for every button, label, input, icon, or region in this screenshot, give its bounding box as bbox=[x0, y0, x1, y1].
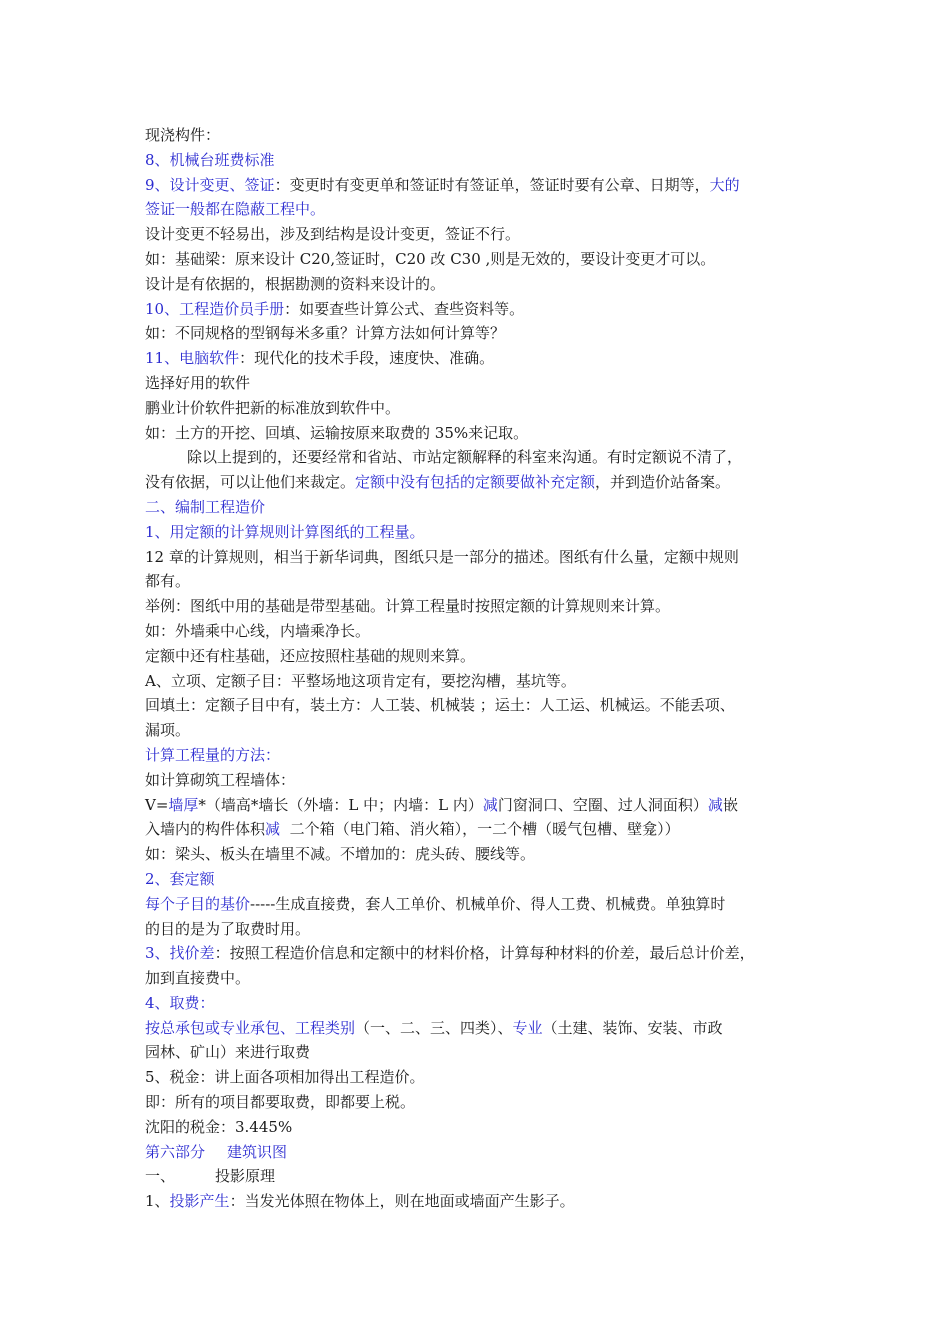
text-span: 回填土：定额子目中有，装土方：人工装、机械装 ；运土：人工运、机械运。不能丢项、 bbox=[145, 696, 735, 715]
text-line bbox=[145, 1115, 815, 1140]
text-span: *（墙高*墙长（外墙：L 中；内墙：L 内） bbox=[198, 795, 483, 814]
text-line bbox=[145, 173, 815, 198]
text-span: （一、二、三、四类）、 bbox=[355, 1018, 513, 1037]
text-span: 定额中还有柱基础，还应按照柱基础的规则来算。 bbox=[145, 646, 476, 665]
section-heading bbox=[145, 495, 815, 520]
text-span: 现浇构件： bbox=[145, 126, 221, 144]
highlight-span: 投影产生 bbox=[169, 1192, 230, 1211]
text-line bbox=[145, 1016, 815, 1041]
text-line bbox=[145, 966, 815, 991]
text-line bbox=[145, 1040, 815, 1065]
text-span: ：变更时有变更单和签证时有签证单，签证时要有公章、日期等， bbox=[274, 175, 710, 194]
text-span: 加到直接费中。 bbox=[145, 969, 251, 988]
text-span: 投影原理 bbox=[215, 1167, 276, 1186]
text-span: 选择好用的软件 bbox=[145, 373, 251, 392]
text-line bbox=[145, 470, 815, 495]
text-span: 鹏业计价软件把新的标准放到软件中。 bbox=[145, 398, 401, 417]
text-line bbox=[145, 892, 815, 917]
text-span: -----生成直接费，套人工单价、机械单价、得人工费、机械费。单独算时 bbox=[250, 894, 726, 913]
text-span: ：现代化的技术手段，速度快、准确。 bbox=[239, 349, 495, 368]
text-span: 11、 bbox=[145, 349, 180, 368]
text-span: 即：所有的项目都要取费，即都要上税。 bbox=[145, 1093, 416, 1112]
text-line bbox=[145, 247, 815, 272]
text-span: 1、用定额的计算规则计算图纸的工程量。 bbox=[145, 522, 425, 541]
text-span: ：如要查些计算公式、查些资料等。 bbox=[284, 299, 525, 318]
text-line bbox=[145, 917, 815, 942]
text-span: 2、套定额 bbox=[145, 869, 215, 888]
text-span: 嵌 bbox=[722, 795, 738, 814]
section-heading bbox=[145, 520, 815, 545]
text-span: 8、机械台班费标准 bbox=[145, 150, 275, 169]
text-line bbox=[145, 272, 815, 297]
text-span: 10、 bbox=[145, 299, 180, 318]
text-span: 设计变更不轻易出，涉及到结构是设计变更，签证不行。 bbox=[145, 225, 521, 244]
highlight-span: 设计变更、签证 bbox=[169, 175, 275, 194]
text-span: ，并到造价站备案。 bbox=[595, 473, 731, 492]
text-span: 建筑识图 bbox=[227, 1142, 288, 1161]
text-span: 9、 bbox=[145, 175, 170, 194]
text-span: 沈阳的税金：3.445% bbox=[145, 1117, 293, 1136]
text-line bbox=[145, 197, 815, 222]
text-span: 都有。 bbox=[145, 572, 191, 591]
text-span: 如：不同规格的型钢每米多重？计算方法如何计算等？ bbox=[145, 324, 506, 343]
highlight-span: 大的 bbox=[709, 175, 740, 194]
text-line bbox=[145, 594, 815, 619]
highlight-span: 减 bbox=[265, 820, 281, 839]
text-span: 设计是有依据的，根据勘测的资料来设计的。 bbox=[145, 274, 446, 293]
text-line bbox=[145, 321, 815, 346]
section-heading bbox=[145, 867, 815, 892]
highlight-span: 专业 bbox=[512, 1018, 543, 1037]
highlight-span: 墙厚 bbox=[168, 795, 199, 814]
section-heading bbox=[145, 743, 815, 768]
text-line bbox=[145, 346, 815, 371]
text-span: 12 章的计算规则，相当于新华词典，图纸只是一部分的描述。图纸有什么量，定额中规则 bbox=[145, 547, 739, 566]
highlight-span: 减 bbox=[482, 795, 498, 814]
text-line bbox=[145, 619, 815, 644]
text-span: 如计算砌筑工程墙体： bbox=[145, 770, 296, 789]
text-span: 5、税金：讲上面各项相加得出工程造价。 bbox=[145, 1068, 425, 1087]
text-span: 门窗洞口、空圈、过人洞面积） bbox=[497, 795, 708, 814]
text-line bbox=[145, 371, 815, 396]
text-span: 如：梁头、板头在墙里不减。不增加的：虎头砖、腰线等。 bbox=[145, 845, 536, 864]
text-span: 1、 bbox=[145, 1192, 170, 1211]
text-line bbox=[145, 1189, 815, 1214]
formula-line bbox=[145, 817, 815, 842]
text-span: ：按照工程造价信息和定额中的材料价格，计算每种材料的价差，最后总计价差， bbox=[214, 944, 755, 963]
highlight-span: 工程造价员手册 bbox=[179, 299, 285, 318]
text-line bbox=[145, 669, 815, 694]
text-span: （土建、装饰、安装、市政 bbox=[542, 1018, 723, 1037]
text-line bbox=[145, 445, 815, 470]
text-span: 一、 bbox=[145, 1167, 176, 1186]
text-span: 如：外墙乘中心线，内墙乘净长。 bbox=[145, 621, 371, 640]
highlight-span: 按总承包或专业承包、工程类别 bbox=[145, 1018, 356, 1037]
text-span: 3、 bbox=[145, 944, 170, 963]
text-line bbox=[145, 297, 815, 322]
text-span: 园林、矿山）来进行取费 bbox=[145, 1043, 311, 1062]
text-line bbox=[145, 421, 815, 446]
highlight-span: 减 bbox=[707, 795, 723, 814]
text-span: 除以上提到的，还要经常和省站、市站定额解释的科室来沟通。有时定额说不清了， bbox=[187, 448, 743, 467]
text-span: V= bbox=[145, 795, 169, 814]
formula-line bbox=[145, 793, 815, 818]
text-line bbox=[145, 396, 815, 421]
text-line bbox=[145, 1065, 815, 1090]
text-span: 二个箱（电门箱、消火箱），一二个槽（暖气包槽、壁龛）） bbox=[280, 820, 680, 839]
text-span: 入墙内的构件体积 bbox=[145, 820, 266, 839]
section-heading bbox=[145, 148, 815, 173]
text-span: 的目的是为了取费时用。 bbox=[145, 919, 311, 938]
text-span: 二、编制工程造价 bbox=[145, 497, 266, 516]
document-page bbox=[145, 123, 815, 1214]
text-span: 举例：图纸中用的基础是带型基础。计算工程量时按照定额的计算规则来计算。 bbox=[145, 597, 671, 616]
text-line bbox=[145, 718, 815, 743]
text-span: A、立项、定额子目：平整场地这项肯定有，要挖沟槽，基坑等。 bbox=[145, 671, 576, 690]
text-span: ：当发光体照在物体上，则在地面或墙面产生影子。 bbox=[229, 1192, 575, 1211]
text-line bbox=[145, 941, 815, 966]
text-span: 计算工程量的方法： bbox=[145, 745, 281, 764]
highlight-span: 电脑软件 bbox=[179, 349, 240, 368]
text-span: 如：土方的开挖、回填、运输按原来取费的 35%来记取。 bbox=[145, 423, 529, 442]
text-span: 漏项。 bbox=[145, 721, 191, 740]
text-line bbox=[145, 644, 815, 669]
text-line bbox=[145, 123, 815, 148]
text-line bbox=[145, 768, 815, 793]
text-line bbox=[145, 569, 815, 594]
text-line bbox=[145, 222, 815, 247]
highlight-span: 找价差 bbox=[169, 944, 215, 963]
text-span: 如：基础梁：原来设计 C20,签证时，C20 改 C30 ,则是无效的，要设计变更才可以。 bbox=[145, 249, 716, 268]
highlight-span: 定额中没有包括的定额要做补充定额 bbox=[355, 473, 596, 492]
text-line bbox=[145, 545, 815, 570]
text-line bbox=[145, 1090, 815, 1115]
text-line bbox=[145, 1164, 815, 1189]
highlight-span: 每个子目的基价 bbox=[145, 894, 251, 913]
part-heading bbox=[145, 1140, 815, 1165]
text-line bbox=[145, 693, 815, 718]
text-span: 4、取费： bbox=[145, 993, 215, 1012]
text-line bbox=[145, 842, 815, 867]
highlight-span: 签证一般都在隐蔽工程中。 bbox=[145, 200, 326, 219]
text-span: 没有依据，可以让他们来裁定。 bbox=[145, 473, 356, 492]
section-heading bbox=[145, 991, 815, 1016]
text-span: 第六部分 bbox=[145, 1142, 206, 1161]
